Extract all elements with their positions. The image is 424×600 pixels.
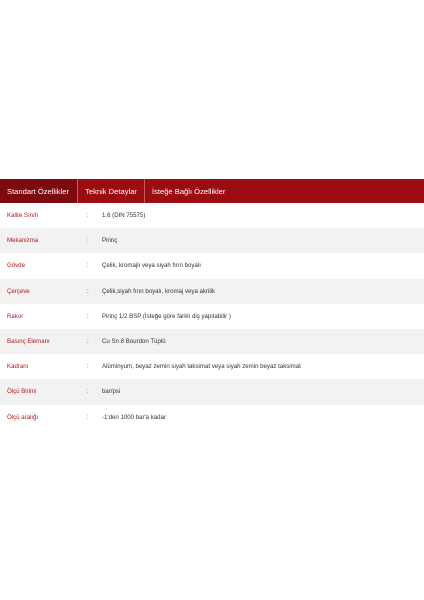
spec-value: -1'den 1000 bar'a kadar — [102, 413, 166, 421]
tab-teknik-detaylar[interactable]: Teknik Detaylar — [85, 186, 137, 196]
spec-label: Mekanizma — [7, 237, 39, 245]
spec-separator: : — [87, 363, 89, 371]
spec-separator: : — [87, 388, 89, 396]
spec-value: bar/psi — [102, 388, 121, 396]
spec-row-cerceve — [0, 279, 424, 304]
spec-label: Kadranı — [7, 363, 29, 371]
tab-istege-bagli-ozellikler[interactable]: İsteğe Bağlı Özellikler — [151, 186, 226, 196]
spec-value: Çelik,siyah fırın boyalı, kromaj veya akrilik — [102, 287, 216, 295]
spec-value: Pirinç 1/2 BSP (İsteğe göre farklı diş yapılabilir ) — [102, 312, 231, 320]
spec-value: Pirinç — [102, 237, 118, 245]
spec-value: Çelik, kromajlı veya siyah fırın boyalı — [102, 262, 201, 270]
spec-row-kalite-sinifi — [0, 203, 424, 228]
spec-separator: : — [87, 338, 89, 346]
spec-separator: : — [87, 262, 89, 270]
spec-separator: : — [87, 212, 89, 220]
spec-row-olcu-araligi — [0, 405, 424, 430]
spec-row-basinc-elemani — [0, 329, 424, 354]
spec-separator: : — [87, 237, 89, 245]
spec-separator: : — [87, 413, 89, 421]
spec-table — [0, 203, 424, 430]
tab-bar — [0, 179, 424, 203]
spec-value: Cu Sn 8 Bourdon Tüplü — [102, 338, 166, 346]
spec-label: Gövde — [7, 262, 25, 270]
tab-standart-ozellikler[interactable]: Standart Özellikler — [0, 179, 77, 203]
spec-value: Alüminyum, beyaz zemin siyah taksimat veya siyah zemin beyaz taksimat — [102, 363, 301, 371]
spec-label: Kalite Sınıfı — [7, 212, 39, 220]
spec-label: Ölçü aralığı — [7, 413, 39, 421]
spec-label: Basınç Elemanı — [7, 338, 50, 346]
spec-row-olcu-birimi — [0, 379, 424, 404]
spec-label: Rakor — [7, 312, 24, 320]
spec-label: Ölçü Birimi — [7, 388, 37, 396]
spec-separator: : — [87, 287, 89, 295]
spec-row-govde — [0, 253, 424, 278]
spec-label: Çerçeve — [7, 287, 30, 295]
spec-row-kadrani — [0, 354, 424, 379]
spec-row-mekanizma — [0, 228, 424, 253]
spec-row-rakor — [0, 304, 424, 329]
spec-separator: : — [87, 312, 89, 320]
spec-value: 1.6 (DIN 75575) — [102, 212, 146, 220]
